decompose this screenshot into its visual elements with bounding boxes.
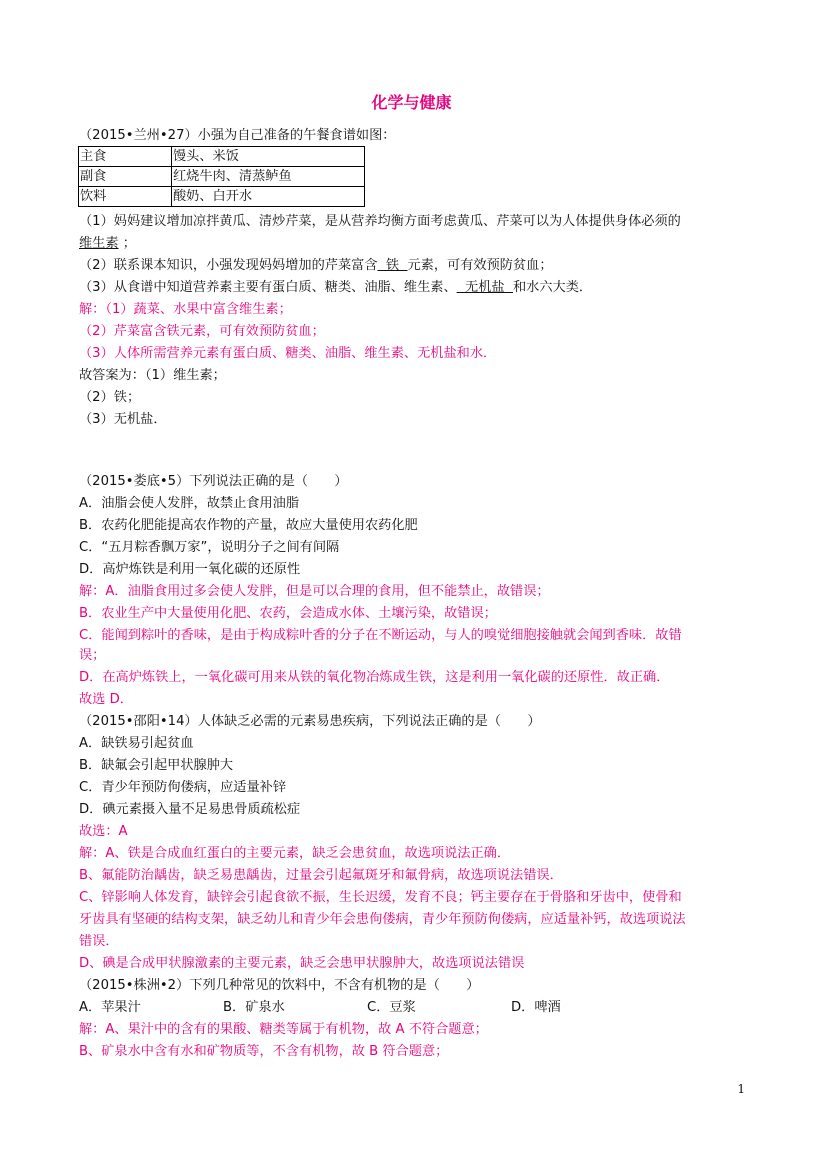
q1-solution-line: （3）人体所需营养元素有蛋白质、糖类、油脂、维生素、无机盐和水．: [79, 346, 497, 361]
q1-solution-line: （2）芹菜富含铁元素，可有效预防贫血；: [79, 324, 325, 339]
q1-answer-blank: 铁: [377, 258, 408, 273]
q1-part2: （2）联系课本知识，小强发现妈妈增加的芹菜富含 铁 元素，可有效预防贫血；: [79, 258, 553, 273]
q1-answer-blank: 维生素: [79, 236, 119, 251]
page-number: 1: [737, 1082, 745, 1096]
q3-selection: 故选：A: [79, 824, 128, 839]
q2-solution-line: 误；: [79, 648, 106, 663]
q4-option-c: C．豆浆: [367, 1000, 416, 1015]
q3-option-d: D．碘元素摄入量不足易患骨质疏松症: [79, 802, 301, 817]
q3-solution-line: 牙齿具有坚硬的结构支架，缺乏幼儿和青少年会患佝偻病，青少年预防佝偻病，应适量补钙，故选项说法: [79, 912, 686, 927]
q1-solution-line: 解：（1）蔬菜、水果中富含维生素；: [79, 302, 292, 317]
page-title: 化学与健康: [371, 93, 452, 112]
q2-option-a: A．油脂会使人发胖，故禁止食用油脂: [79, 496, 300, 511]
table-cell: 红烧牛肉、清蒸鲈鱼: [172, 167, 365, 187]
q2-stem: （2015•娄底•5）下列说法正确的是（ ）: [79, 474, 348, 489]
q3-solution-line: 错误．: [79, 934, 119, 949]
q1-stem: （2015•兰州•27）小强为自己准备的午餐食谱如图：: [79, 128, 396, 143]
table-row: [79, 187, 365, 207]
q3-solution-line: D、碘是合成甲状腺激素的主要元素，缺乏会患甲状腺肿大，故选项说法错误: [79, 956, 525, 971]
q3-option-b: B．缺氟会引起甲状腺肿大: [79, 758, 234, 773]
q1-part1-answer-line: 维生素 ；: [79, 236, 136, 251]
table-cell: 主食: [79, 147, 172, 167]
q2-option-b: B．农药化肥能提高农作物的产量，故应大量使用农药化肥: [79, 518, 418, 533]
q2-solution-line: B．农业生产中大量使用化肥、农药，会造成水体、土壤污染，故错误；: [79, 606, 497, 621]
q4-options: [79, 998, 561, 1018]
q3-solution-line: 解：A、铁是合成血红蛋白的主要元素，缺乏会患贫血，故选项说法正确．: [79, 846, 511, 861]
table-cell: 饮料: [79, 187, 172, 207]
q1-answer-blank: 无机盐: [456, 280, 513, 295]
q4-solution-line: B、矿泉水中含有水和矿物质等，不含有机物，故 B 符合题意；: [79, 1044, 449, 1059]
q3-solution-line: B、氟能防治龋齿，缺乏易患龋齿，过量会引起氟斑牙和氟骨病，故选项说法错误．: [79, 868, 563, 883]
q3-solution-line: C、锌影响人体发育，缺锌会引起食欲不振，生长迟缓，发育不良；钙主要存在于骨胳和牙齿中，使骨和: [79, 890, 682, 905]
q1-part1: （1）妈妈建议增加凉拌黄瓜、清炒芹菜，是从营养均衡方面考虑黄瓜、芹菜可以为人体提供身体必须的: [79, 214, 681, 229]
q3-stem: （2015•邵阳•14）人体缺乏必需的元素易患疾病，下列说法正确的是（ ）: [79, 714, 541, 729]
q2-solution-line: D．在高炉炼铁上，一氧化碳可用来从铁的氧化物冶炼成生铁，这是利用一氧化碳的还原性．故正确．: [79, 670, 670, 685]
q4-solution-line: 解：A、果汁中的含有的果酸、糖类等属于有机物，故 A 不符合题意；: [79, 1022, 488, 1037]
table-row: [79, 167, 365, 187]
menu-table: [78, 146, 365, 207]
q4-option-b: B．矿泉水: [223, 1000, 285, 1015]
q4-stem: （2015•株洲•2）下列几种常见的饮料中，不含有机物的是（ ）: [79, 978, 480, 993]
table-cell: 副食: [79, 167, 172, 187]
table-row: [79, 147, 365, 167]
q2-option-c: C．“五月粽香飘万家”，说明分子之间有间隔: [79, 540, 340, 555]
q1-part3: （3）从食谱中知道营养素主要有蛋白质、糖类、油脂、维生素、 无机盐 和水六大类．: [79, 280, 593, 295]
q3-option-c: C．青少年预防佝偻病，应适量补锌: [79, 780, 287, 795]
table-cell: 酸奶、白开水: [172, 187, 365, 207]
q2-solution-line: C．能闻到粽叶的香味，是由于构成粽叶香的分子在不断运动，与人的嗅觉细胞接触就会闻到香味．故错: [79, 628, 682, 643]
q2-solution-line: 解：A．油脂食用过多会使人发胖，但是可以合理的食用，但不能禁止，故错误；: [79, 584, 550, 599]
q3-option-a: A．缺铁易引起贫血: [79, 736, 194, 751]
q4-option-a: A．苹果汁: [79, 1000, 141, 1015]
q2-option-d: D．高炉炼铁是利用一氧化碳的还原性: [79, 562, 301, 577]
q2-selection: 故选 D．: [79, 692, 133, 707]
q1-answer-line: 故答案为：（1）维生素；: [79, 368, 226, 383]
q1-answer-line: （2）铁；: [79, 390, 141, 405]
table-cell: 馒头、米饭: [172, 147, 365, 167]
q1-answer-line: （3）无机盐．: [79, 412, 167, 427]
q4-option-d: D．啤酒: [511, 1000, 561, 1015]
